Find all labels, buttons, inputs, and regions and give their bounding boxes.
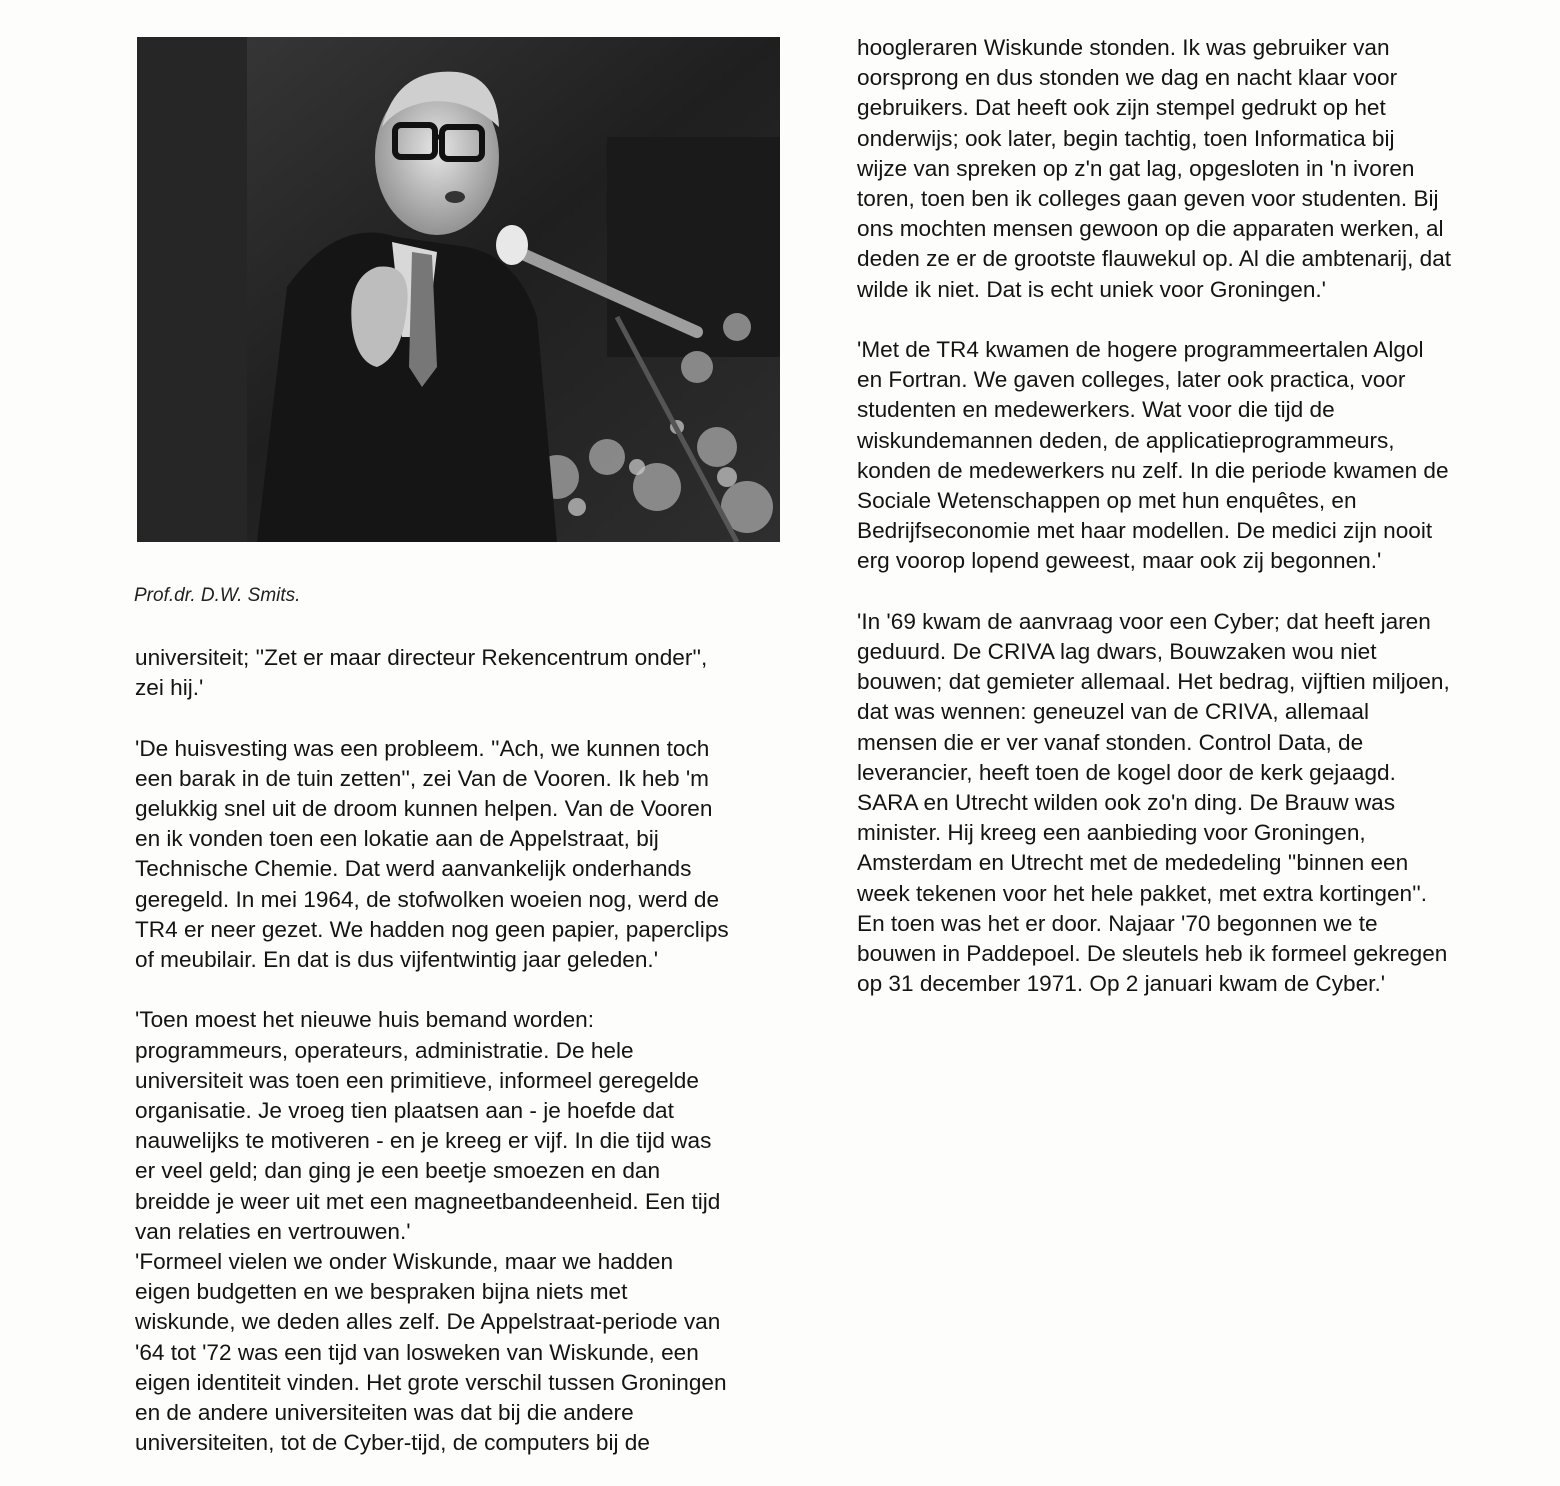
paragraph: universiteit; ''Zet er maar directeur Rekencentrum onder'', zei hij.' xyxy=(135,645,708,701)
paragraph: 'In '69 kwam de aanvraag voor een Cyber; dat heeft jaren geduurd. De CRIVA lag dwars, Bouwzaken wou niet bouwen; dat gemieter allemaal. Het bedrag, vijftien miljoen, dat was wennen: geneuzel van de CRIVA, allemaal mensen die er ver vanaf stonden. Control Data, de leverancier, heeft toen de kogel door de kerk gejaagd. SARA en Utrecht wilden ook zo'n ding. De Brauw was minister. Hij kreeg een aanbieding voor Groningen, Amsterdam en Utrecht met de mededeling ''binnen een week tekenen voor het hele pakket, met extra kortingen''. En toen was het er door. Najaar '70 begonnen we te bouwen in Paddepoel. De sleutels heb ik formeel gekregen op 31 december 1971. Op 2 januari kwam de Cyber.' xyxy=(857,608,1450,997)
portrait-photo xyxy=(137,37,780,542)
portrait-photo-icon xyxy=(137,37,780,542)
paragraph: 'Toen moest het nieuwe huis bemand worden: programmeurs, operateurs, administratie. De hele universiteit was toen een primitieve, informeel geregelde organisatie. Je vroeg tien plaatsen aan - je hoefde dat nauwelijks te motiveren - en je kreeg er vijf. In die tijd was er veel geld; dan ging je een beetje smoezen en dan breidde je weer uit met een magneetbandeenheid. Een tijd van relaties en vertrouwen.' xyxy=(135,1007,721,1244)
left-text-column xyxy=(135,643,795,1458)
right-text-column xyxy=(857,33,1522,999)
paragraph: 'Formeel vielen we onder Wiskunde, maar we hadden eigen budgetten en we bespraken bijna niets met wiskunde, we deden alles zelf. De Appelstraat-periode van '64 tot '72 was een tijd van losweken van Wiskunde, een eigen identiteit vinden. Het grote verschil tussen Groningen en de andere universiteiten was dat bij die andere universiteiten, tot de Cyber-tijd, de computers bij de xyxy=(135,1249,727,1456)
photo-caption: Prof.dr. D.W. Smits. xyxy=(134,585,301,606)
paragraph: 'Met de TR4 kwamen de hogere programmeertalen Algol en Fortran. We gaven colleges, later ook practica, voor studenten en medewerkers. Wat voor die tijd de wiskundemannen deden, de applicatieprogrammeurs, konden de medewerkers nu zelf. In die periode kwamen de Sociale Wetenschappen op met hun enquêtes, en Bedrijfseconomie met haar modellen. De medici zijn nooit erg voorop lopend geweest, maar ook zij begonnen.' xyxy=(857,337,1449,574)
paragraph: hoogleraren Wiskunde stonden. Ik was gebruiker van oorsprong en dus stonden we dag en nacht klaar voor gebruikers. Dat heeft ook zijn stempel gedrukt op het onderwijs; ook later, begin tachtig, toen Informatica bij wijze van spreken op z'n gat lag, opgesloten in 'n ivoren toren, toen ben ik colleges gaan geven voor studenten. Bij ons mochten mensen gewoon op die apparaten werken, al deden ze er de grootste flauwekul op. Al die ambtenarij, dat wilde ik niet. Dat is echt uniek voor Groningen.' xyxy=(857,35,1452,302)
paragraph: 'De huisvesting was een probleem. ''Ach, we kunnen toch een barak in de tuin zetten'', zei Van de Vooren. Ik heb 'm gelukkig snel uit de droom kunnen helpen. Van de Vooren en ik vonden toen een lokatie aan de Appelstraat, bij Technische Chemie. Dat werd aanvankelijk onderhands geregeld. In mei 1964, de stofwolken woeien nog, werd de TR4 er neer gezet. We hadden nog geen papier, paperclips of meubilair. En dat is dus vijfentwintig jaar geleden.' xyxy=(135,735,729,973)
